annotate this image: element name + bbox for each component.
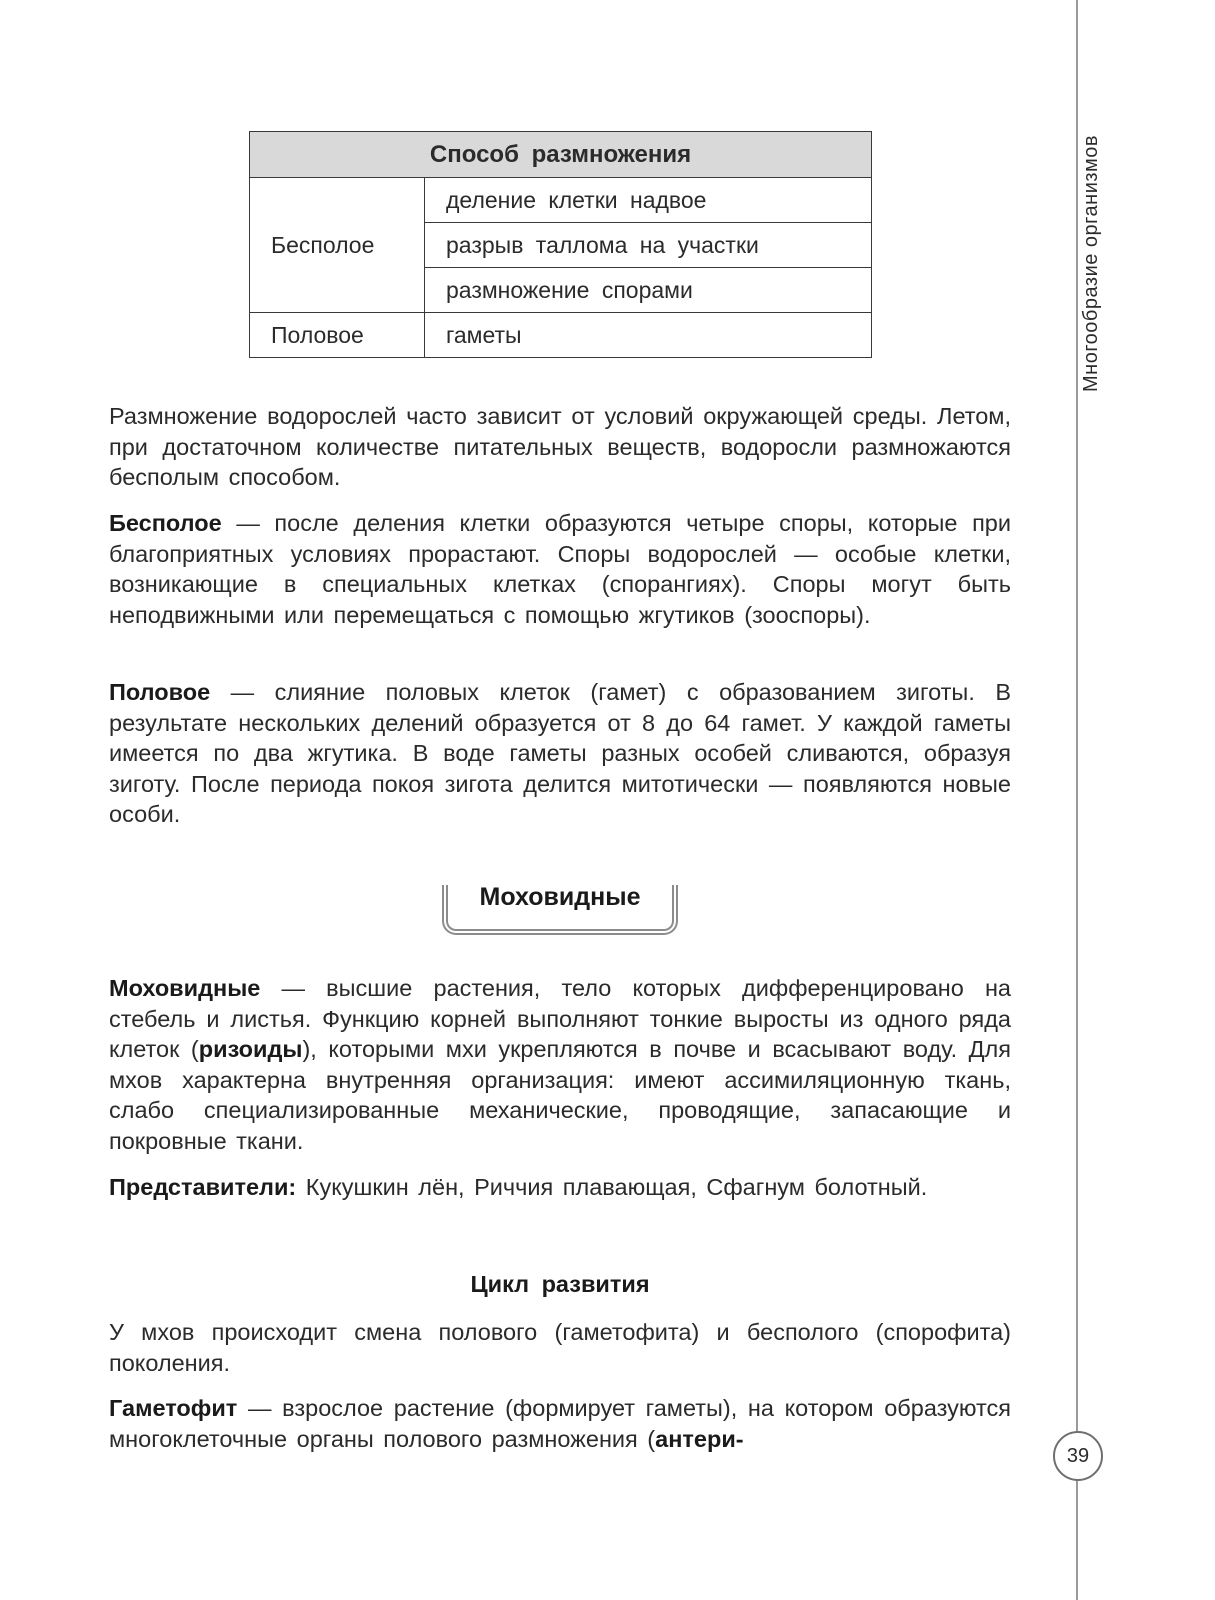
table-header: Способ размножения	[250, 132, 872, 178]
paragraph-asexual	[109, 508, 1011, 630]
paragraph-text: — после деления клетки образуются четыре споры, которые при благоприятных условиях прорастают. Споры водорослей — особые клетки, возникающие в специальных клетках (спорангиях). Споры могут быть неподвижными или перемещаться с помощью жгутиков (зооспоры).	[109, 510, 1011, 628]
paragraph-alternation: У мхов происходит смена полового (гаметофита) и бесполого (спорофита) поколения.	[109, 1319, 1011, 1376]
term-antheridia: антери-	[655, 1425, 744, 1452]
term-mosses: Моховидные	[109, 975, 261, 1001]
reproduction-table	[249, 131, 872, 358]
asexual-method: разрыв таллома на участки	[425, 223, 872, 268]
page-number: 39	[1053, 1431, 1103, 1481]
subheading-life-cycle: Цикл развития	[470, 1271, 650, 1297]
paragraph-text: — высшие растения, тело которых дифференцировано на стебель и листья. Функцию корней выполняют тонкие выросты из одного ряда клеток (	[109, 975, 1011, 1062]
paragraph-text: — взрослое растение (формирует гаметы), на котором образуются многоклеточные органы полового размножения (	[109, 1395, 1011, 1452]
asexual-method: размножение спорами	[425, 268, 872, 313]
running-head: Многообразие организмов	[1080, 134, 1102, 392]
paragraph-text: Кукушкин лён, Риччия плавающая, Сфагнум болотный.	[296, 1174, 928, 1200]
paragraph-gametophyte	[109, 1393, 1011, 1454]
paragraph-intro: Размножение водорослей часто зависит от условий окружающей среды. Летом, при достаточном количестве питательных веществ, водоросли размножаются бесполым способом.	[109, 403, 1011, 490]
paragraph-representatives	[109, 1172, 1011, 1203]
asexual-label: Бесполое	[250, 178, 425, 313]
term-representatives: Представители:	[109, 1174, 297, 1200]
section-title: Моховидные	[479, 883, 641, 911]
paragraph-text: — слияние половых клеток (гамет) с образованием зиготы. В результате нескольких делений образуется от 8 до 64 гамет. У каждой гаметы имеется по два жгутика. В воде гаметы разных особей сливаются, образуя зиготу. После периода покоя зигота делится митотически — появляются новые особи.	[109, 679, 1011, 827]
paragraph-sexual	[109, 677, 1011, 830]
term-rhizoids: ризоиды	[198, 1036, 303, 1062]
asexual-method: деление клетки надвое	[425, 178, 872, 223]
term-gametophyte: Гаметофит	[109, 1395, 238, 1421]
margin-rule	[1076, 0, 1078, 1600]
term-asexual: Бесполое	[109, 510, 222, 536]
sexual-label: Половое	[250, 313, 425, 358]
term-sexual: Половое	[109, 679, 211, 705]
paragraph-mosses	[109, 973, 1011, 1156]
sexual-method: гаметы	[425, 313, 872, 358]
paragraph-text: ), которыми мхи укрепляются в почве и всасывают воду. Для мхов характерна внутренняя организация: имеют ассимиляционную ткань, слабо специализированные механические, проводящие, запасающие и покровные ткани.	[109, 1036, 1011, 1154]
